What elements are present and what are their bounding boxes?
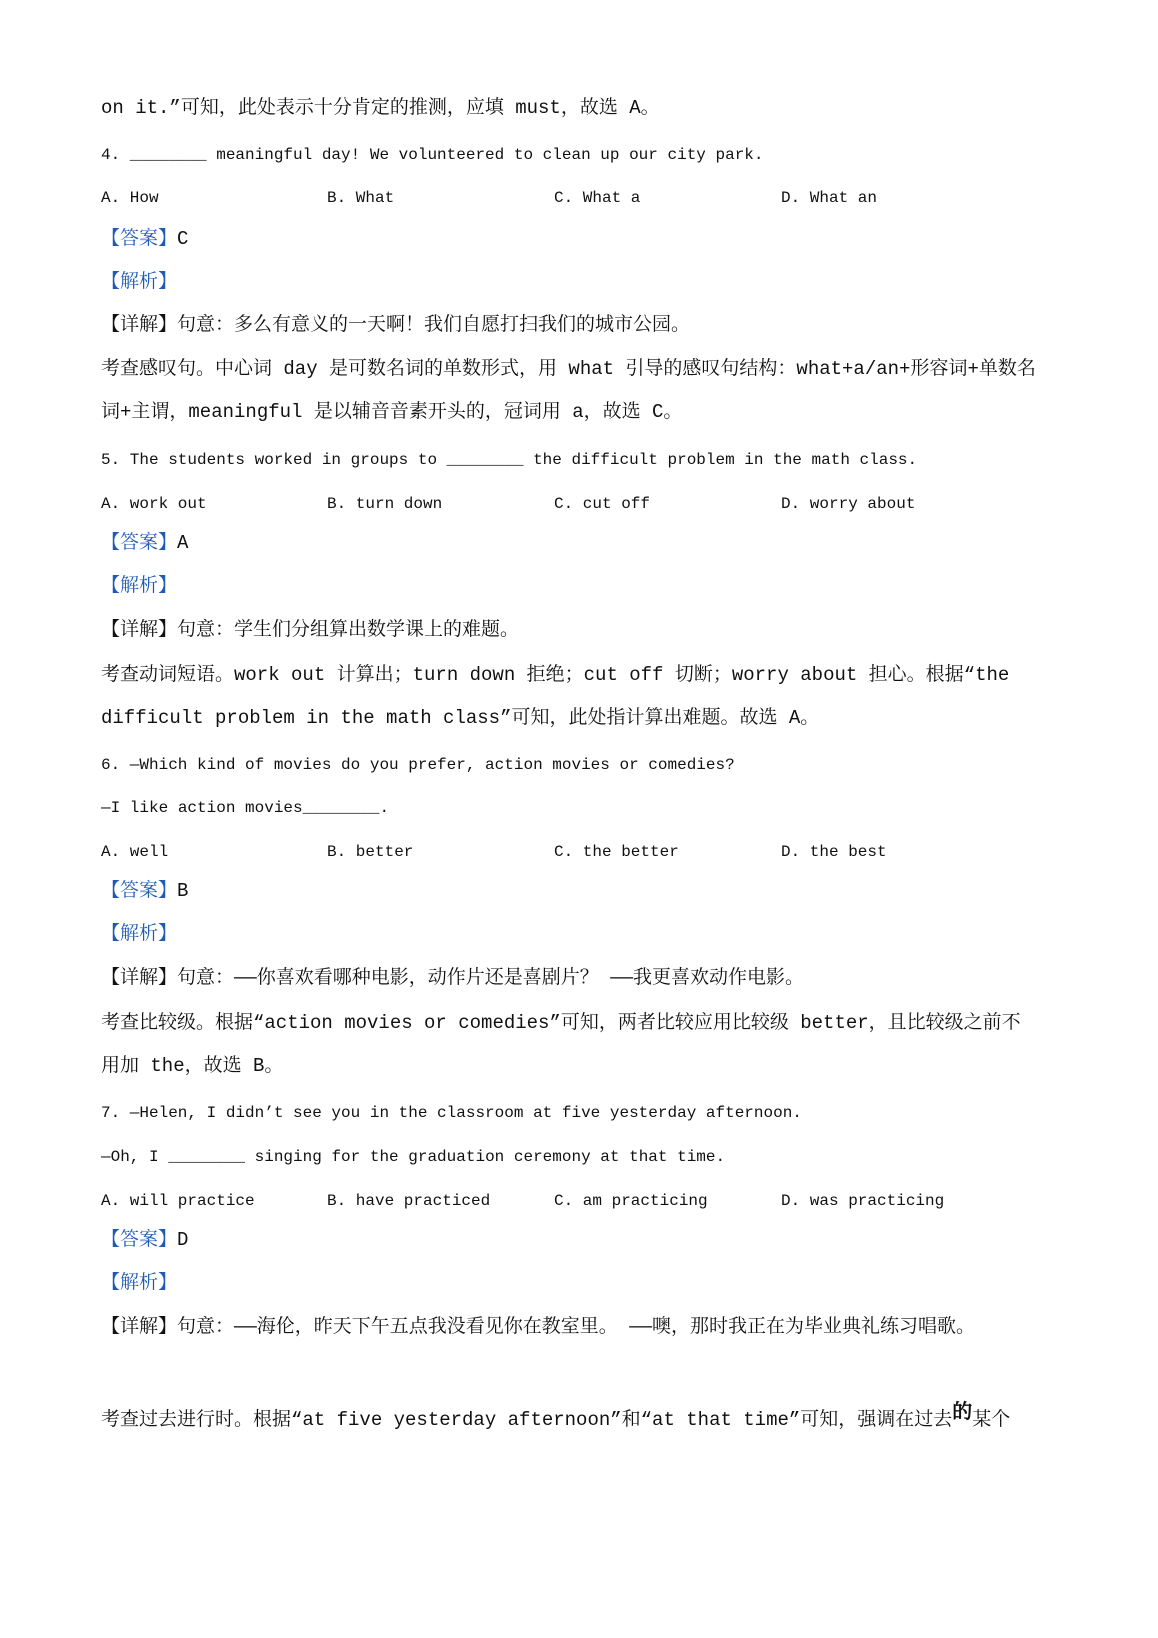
option-label: A. (101, 843, 121, 861)
option-label: C. (554, 495, 574, 513)
intro-text: on it.”可知，此处表示十分肯定的推测，应填 must，故选 A。 (101, 97, 660, 119)
question-number: 7. (101, 1104, 121, 1122)
option-label: B. (327, 189, 347, 207)
question-number: 6. (101, 756, 121, 774)
answer-line (101, 531, 188, 555)
question-stem-text: The students worked in groups to ________ the difficult problem in the math class. (129, 451, 918, 469)
option-text: better (355, 843, 414, 861)
detail-line: 用加 the，故选 B。 (101, 1055, 284, 1077)
question-stem-text: ________ meaningful day! We volunteered to clean up our city park. (129, 146, 764, 164)
option-label: A. (101, 1192, 121, 1210)
detail-line-tail (101, 1402, 1011, 1432)
option-text: will practice (129, 1192, 255, 1210)
answer-value: A (177, 532, 189, 554)
option-d (781, 492, 915, 516)
options-row (101, 1189, 1101, 1213)
detail-line: difficult problem in the math class”可知，此处指计算出难题。故选 A。 (101, 707, 820, 729)
analysis-heading: 【解析】 (101, 923, 178, 945)
answer-label: 【答案】 (101, 1229, 178, 1251)
option-text: What (355, 189, 395, 207)
option-label: B. (327, 1192, 347, 1210)
option-label: B. (327, 495, 347, 513)
option-d (781, 840, 887, 864)
option-a (101, 492, 207, 516)
option-a (101, 840, 168, 864)
answer-line (101, 879, 188, 903)
answer-line (101, 227, 188, 251)
option-text: well (129, 843, 169, 861)
question-stem (101, 1101, 802, 1125)
option-a (101, 1189, 255, 1213)
option-text: How (129, 189, 159, 207)
question-number: 5. (101, 451, 121, 469)
answer-label: 【答案】 (101, 228, 178, 250)
option-b (327, 840, 413, 864)
question-stem-reply: —Oh, I ________ singing for the graduation ceremony at that time. (101, 1148, 726, 1166)
option-text: am practicing (582, 1192, 708, 1210)
detail-line: 考查感叹句。中心词 day 是可数名词的单数形式，用 what 引导的感叹句结构：what+a/an+形容词+单数名 (101, 358, 1036, 380)
question-stem (101, 753, 735, 777)
question-stem (101, 448, 917, 472)
question-number: 4. (101, 146, 121, 164)
answer-line (101, 1228, 188, 1252)
option-d (781, 1189, 944, 1213)
option-text: was practicing (809, 1192, 945, 1210)
option-text: the best (809, 843, 887, 861)
option-c (554, 186, 640, 210)
question-stem-text: —Helen, I didn’t see you in the classroom at five yesterday afternoon. (129, 1104, 802, 1122)
detail-line: 【详解】句意：——你喜欢看哪种电影，动作片还是喜剧片？ ——我更喜欢动作电影。 (101, 967, 805, 989)
options-row (101, 840, 1101, 864)
detail-line: 考查动词短语。work out 计算出；turn down 拒绝；cut off 切断；worry about 担心。根据“the (101, 664, 1010, 686)
question-stem (101, 143, 764, 167)
analysis-heading: 【解析】 (101, 1272, 178, 1294)
options-row (101, 186, 1101, 210)
detail-line: 【详解】句意：学生们分组算出数学课上的难题。 (101, 619, 520, 641)
detail-line: 【详解】句意：——海伦，昨天下午五点我没看见你在教室里。 ——噢，那时我正在为毕业典礼练习唱歌。 (101, 1316, 976, 1338)
option-text: What an (809, 189, 878, 207)
question-stem-text: —Which kind of movies do you prefer, action movies or comedies? (129, 756, 735, 774)
option-label: D. (781, 495, 801, 513)
detail-tail-before: 考查过去进行时。根据“at five yesterday afternoon”和“at that time”可知，强调在过去 (101, 1409, 953, 1431)
detail-line: 【详解】句意：多么有意义的一天啊！我们自愿打扫我们的城市公园。 (101, 314, 691, 336)
option-text: cut off (582, 495, 651, 513)
option-label: A. (101, 189, 121, 207)
detail-tail-after: 某个 (972, 1409, 1011, 1431)
option-label: D. (781, 1192, 801, 1210)
option-text: work out (129, 495, 207, 513)
option-c (554, 492, 650, 516)
analysis-heading: 【解析】 (101, 575, 178, 597)
option-b (327, 492, 442, 516)
option-d (781, 186, 877, 210)
detail-line: 词+主谓，meaningful 是以辅音音素开头的，冠词用 a，故选 C。 (101, 401, 683, 423)
answer-label: 【答案】 (101, 880, 178, 902)
option-b (327, 186, 394, 210)
question-stem-reply: —I like action movies________. (101, 799, 390, 817)
option-text: worry about (809, 495, 916, 513)
detail-line: 考查比较级。根据“action movies or comedies”可知，两者比较应用比较级 better，且比较级之前不 (101, 1012, 1021, 1034)
option-label: D. (781, 189, 801, 207)
options-row (101, 492, 1101, 516)
option-label: D. (781, 843, 801, 861)
analysis-heading: 【解析】 (101, 271, 178, 293)
answer-value: C (177, 228, 189, 250)
option-c (554, 1189, 708, 1213)
detail-tail-raised-char: 的 (952, 1402, 973, 1425)
option-label: C. (554, 1192, 574, 1210)
answer-value: D (177, 1229, 189, 1251)
option-label: C. (554, 843, 574, 861)
answer-value: B (177, 880, 189, 902)
option-text: turn down (355, 495, 443, 513)
option-text: have practiced (355, 1192, 491, 1210)
option-label: C. (554, 189, 574, 207)
option-label: B. (327, 843, 347, 861)
option-b (327, 1189, 490, 1213)
option-a (101, 186, 159, 210)
option-text: What a (582, 189, 641, 207)
option-text: the better (582, 843, 679, 861)
option-label: A. (101, 495, 121, 513)
answer-label: 【答案】 (101, 532, 178, 554)
option-c (554, 840, 679, 864)
